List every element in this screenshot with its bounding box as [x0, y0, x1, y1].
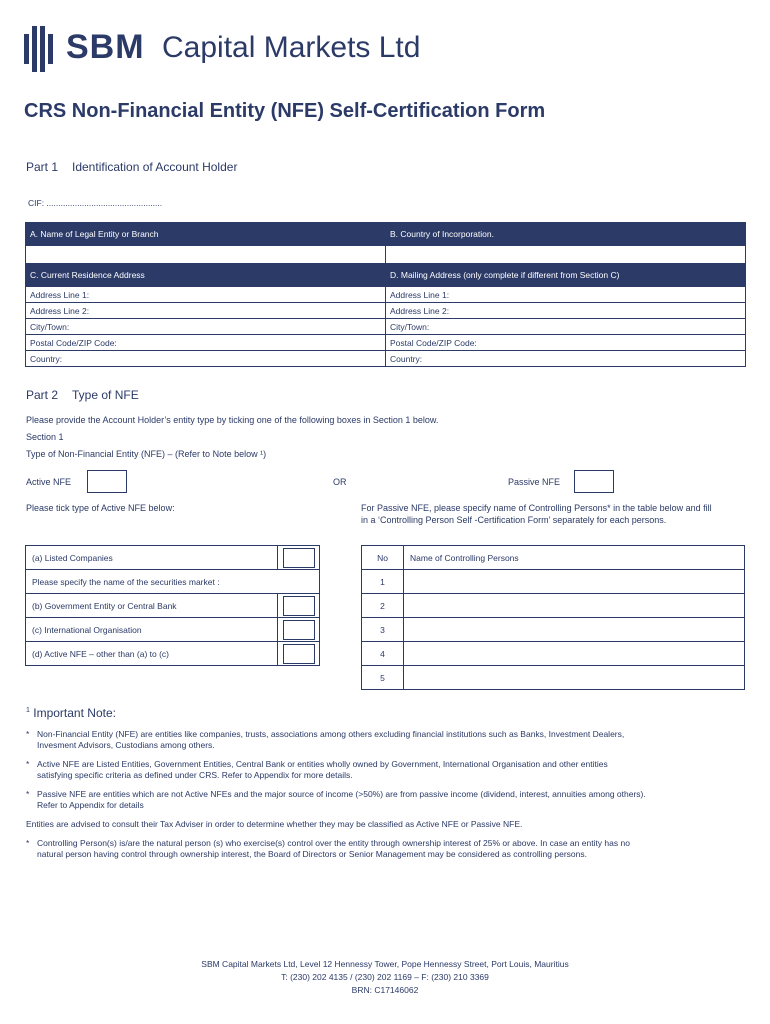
residence-address-line2[interactable]: Address Line 2:: [26, 303, 386, 319]
active-nfe-label: Active NFE: [26, 477, 72, 487]
note-line: Active NFE are Listed Entities, Government Entities, Central Bank or entities wholly owned by Government, International Organisation and other entities: [37, 759, 608, 769]
header-residence-address: C. Current Residence Address: [26, 264, 386, 287]
mailing-city[interactable]: City/Town:: [386, 319, 746, 335]
note-tax-advice: [26, 819, 746, 830]
cp-name-input[interactable]: [404, 666, 745, 690]
note-line: Entities are advised to consult their Tax Adviser in order to determine whether they may be classified as Active NFE or Passive NFE.: [26, 819, 523, 829]
cp-row-number: 4: [362, 642, 404, 666]
bullet-star: *: [26, 838, 30, 848]
part2-title: Type of NFE: [72, 388, 139, 402]
section-label: Section 1: [26, 432, 64, 442]
cp-name-input[interactable]: [404, 594, 745, 618]
passive-nfe-label: Passive NFE: [508, 477, 561, 487]
account-holder-table: [25, 222, 746, 367]
note-line: satisfying specific criteria as defined under CRS. Refer to Appendix for more details.: [37, 770, 353, 780]
note-line: natural person having control through ownership interest, the Board of Directors or Senior Management may be considered as controlling persons.: [37, 849, 587, 859]
part1-title: Identification of Account Holder: [72, 160, 238, 174]
international-org-checkbox[interactable]: [283, 620, 315, 640]
mailing-postal-code[interactable]: Postal Code/ZIP Code:: [386, 335, 746, 351]
listed-companies-checkbox[interactable]: [283, 548, 315, 568]
footer: [0, 958, 770, 997]
note-passive-nfe: [26, 789, 746, 811]
securities-market-field[interactable]: Please specify the name of the securities market :: [26, 570, 320, 594]
cp-row-number: 3: [362, 618, 404, 642]
residence-city[interactable]: City/Town:: [26, 319, 386, 335]
note-line: Controlling Person(s) is/are the natural person (s) who exercise(s) control over the entity through ownership interest of 25% or above. In case an entity has no: [37, 838, 630, 848]
mailing-address-line2[interactable]: Address Line 2:: [386, 303, 746, 319]
important-note-heading: [26, 706, 116, 720]
residence-country[interactable]: Country:: [26, 351, 386, 367]
cif-field[interactable]: CIF: .................................................: [28, 198, 163, 208]
logo-wordmark-bold: SBM: [66, 28, 145, 66]
country-incorporation-input[interactable]: [386, 246, 746, 264]
controlling-persons-table: [361, 545, 745, 690]
or-label: OR: [333, 477, 347, 487]
active-type-international: (c) International Organisation: [26, 618, 278, 642]
passive-instruction-line1: For Passive NFE, please specify name of Controlling Persons* in the table below and fill: [361, 503, 712, 513]
mailing-country[interactable]: Country:: [386, 351, 746, 367]
part2-number: Part 2: [26, 388, 59, 402]
part2-heading: [26, 388, 139, 402]
logo-wordmark: Capital Markets Ltd: [162, 31, 421, 64]
footer-address: SBM Capital Markets Ltd, Level 12 Hennessy Tower, Pope Hennessy Street, Port Louis, Mauritius: [201, 959, 569, 969]
cp-row-number: 1: [362, 570, 404, 594]
header-country-incorporation: B. Country of Incorporation.: [386, 223, 746, 246]
header-mailing-address: D. Mailing Address (only complete if different from Section C): [386, 264, 746, 287]
active-other-checkbox[interactable]: [283, 644, 315, 664]
government-entity-checkbox[interactable]: [283, 596, 315, 616]
footer-phone: T: (230) 202 4135 / (230) 202 1169 – F: (230) 210 3369: [281, 972, 489, 982]
cp-name-input[interactable]: [404, 642, 745, 666]
cp-name-input[interactable]: [404, 618, 745, 642]
header-legal-entity-name: A. Name of Legal Entity or Branch: [26, 223, 386, 246]
active-nfe-types-table: [25, 545, 320, 666]
bullet-star: *: [26, 729, 30, 739]
bullet-star: *: [26, 789, 30, 799]
footer-brn: BRN: C17146062: [351, 985, 419, 995]
note-line: Invesment Advisors, Custodians among others.: [37, 740, 215, 750]
active-nfe-checkbox[interactable]: [87, 470, 127, 493]
part1-heading: [26, 160, 237, 174]
note-controlling-persons: [26, 838, 746, 860]
sbm-logo-icon: [24, 24, 54, 74]
passive-instruction-line2: in a ‘Controlling Person Self -Certification Form’ separately for each persons.: [361, 515, 667, 525]
active-type-other: (d) Active NFE – other than (a) to (c): [26, 642, 278, 666]
active-type-listed: (a) Listed Companies: [26, 546, 278, 570]
residence-postal-code[interactable]: Postal Code/ZIP Code:: [26, 335, 386, 351]
active-type-government: (b) Government Entity or Central Bank: [26, 594, 278, 618]
note-active-nfe: [26, 759, 746, 781]
note-line: Refer to Appendix for details: [37, 800, 144, 810]
important-note-title: Important Note:: [33, 706, 116, 720]
residence-address-line1[interactable]: Address Line 1:: [26, 287, 386, 303]
nfe-type-label: Type of Non-Financial Entity (NFE) – (Refer to Note below ¹): [26, 449, 267, 459]
form-title: CRS Non-Financial Entity (NFE) Self-Certification Form: [24, 100, 546, 122]
mailing-address-line1[interactable]: Address Line 1:: [386, 287, 746, 303]
note-line: Passive NFE are entities which are not Active NFEs and the major source of income (>50%) are from passive income (dividend, interest, annuities among others).: [37, 789, 646, 799]
cp-name-input[interactable]: [404, 570, 745, 594]
cp-header-no: No: [362, 546, 404, 570]
bullet-star: *: [26, 759, 30, 769]
note-line: Non-Financial Entity (NFE) are entities like companies, trusts, associations among others excluding financial institutions such as Banks, Investment Dealers,: [37, 729, 625, 739]
part1-number: Part 1: [26, 160, 59, 174]
legal-entity-name-input[interactable]: [26, 246, 386, 264]
cp-row-number: 2: [362, 594, 404, 618]
cp-header-name: Name of Controlling Persons: [404, 546, 745, 570]
tick-active-instruction: Please tick type of Active NFE below:: [26, 503, 175, 513]
cp-row-number: 5: [362, 666, 404, 690]
part2-intro: Please provide the Account Holder’s entity type by ticking one of the following boxes in Section 1 below.: [26, 415, 439, 425]
passive-nfe-checkbox[interactable]: [574, 470, 614, 493]
note-superscript: 1: [26, 707, 30, 714]
note-nfe-definition: [26, 729, 746, 751]
